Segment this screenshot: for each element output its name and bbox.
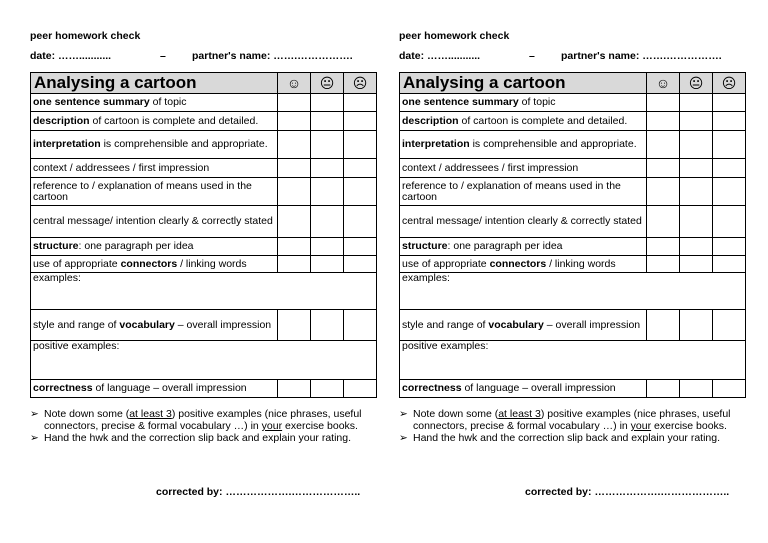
criterion-text: is comprehensible and appropriate. [469,138,637,150]
criterion-row [31,341,377,380]
instructions [30,408,376,444]
corrected-by-field[interactable]: corrected by: ……………….……………….. [156,486,361,498]
criterion-label [31,310,278,341]
rating-cell-ok[interactable] [680,131,713,159]
instruction-emphasis: at least 3 [498,408,541,420]
criterion-text: : one paragraph per idea [78,240,194,252]
criterion-text: of language – overall impression [92,382,247,394]
criterion-row [31,206,377,238]
criterion-row [31,273,377,310]
date-partner-line [30,50,376,62]
criterion-label [31,380,278,398]
criterion-row [400,341,746,380]
rating-cell-poor[interactable] [713,256,746,273]
rating-cell-good[interactable] [278,178,311,206]
frown-face-icon: ☹ [344,73,377,94]
sheet-title: peer homework check [399,30,510,42]
examples-box[interactable] [400,341,746,380]
criterion-text: reference to / explanation of means used in the cartoon [402,179,621,203]
criterion-keyword: connectors [489,257,547,270]
rating-cell-poor[interactable] [344,159,377,178]
partner-name-field[interactable]: partner's name: …….……………. [561,50,722,62]
criterion-text: is comprehensible and appropriate. [100,138,268,150]
examples-box[interactable] [31,273,377,310]
rating-header-row [400,73,746,94]
date-partner-line [399,50,745,62]
criterion-label [31,256,278,273]
instruction-text: Hand the hwk and the correction slip back and explain your rating. [413,432,721,444]
criterion-keyword: correctness [33,382,93,394]
criterion-label [400,206,647,238]
rating-cell-poor[interactable] [344,380,377,398]
rating-cell-good[interactable] [647,310,680,341]
examples-box[interactable] [400,273,746,310]
smile-face-icon: ☺ [647,73,680,94]
criterion-row [31,94,377,112]
criterion-text: / linking words [546,257,616,270]
arrow-bullet-icon: ➢ [399,408,408,420]
rating-cell-good[interactable] [647,178,680,206]
rating-cell-poor[interactable] [344,206,377,238]
criterion-text: of language – overall impression [461,382,616,394]
rating-header-row [31,73,377,94]
criterion-keyword: connectors [120,257,178,270]
rating-cell-good[interactable] [278,310,311,341]
rating-cell-poor[interactable] [344,131,377,159]
examples-label: positive examples: [402,340,489,352]
criterion-keyword: one sentence summary [402,96,519,108]
criterion-text: of cartoon is complete and detailed. [458,114,628,127]
criterion-keyword: vocabulary [119,318,175,331]
rating-cell-ok[interactable] [311,238,344,256]
sheet-title: peer homework check [30,30,141,42]
criterion-text: central message/ intention clearly & correctly stated [402,215,642,227]
instruction-item [30,408,376,432]
instruction-text: Hand the hwk and the correction slip back and explain your rating. [44,432,352,444]
instruction-emphasis: your [630,420,652,432]
criterion-text: of topic [149,96,187,108]
rating-cell-poor[interactable] [713,380,746,398]
examples-label: positive examples: [33,340,120,352]
rating-cell-good[interactable] [647,380,680,398]
criterion-keyword: interpretation [33,138,101,150]
criterion-text: of topic [518,96,556,108]
criterion-text: of cartoon is complete and detailed. [89,114,259,127]
separator-dash: – [160,50,166,62]
rating-cell-ok[interactable] [311,178,344,206]
criterion-text: central message/ intention clearly & correctly stated [33,215,273,227]
criterion-label [31,112,278,131]
criterion-row [31,112,377,131]
criterion-row [400,380,746,398]
rating-cell-ok[interactable] [680,206,713,238]
rating-cell-ok[interactable] [311,131,344,159]
criterion-keyword: structure [33,240,79,252]
examples-label: examples: [33,272,81,284]
criterion-keyword: vocabulary [488,318,544,331]
rating-cell-ok[interactable] [680,178,713,206]
criterion-row [400,94,746,112]
rating-cell-ok[interactable] [680,256,713,273]
arrow-bullet-icon: ➢ [399,432,408,444]
instructions [399,408,745,444]
criterion-label [400,310,647,341]
criterion-row [400,112,746,131]
criterion-row [400,159,746,178]
rating-cell-poor[interactable] [713,178,746,206]
rating-cell-good[interactable] [278,159,311,178]
criterion-label [31,206,278,238]
instruction-emphasis: at least 3 [129,408,172,420]
rating-cell-poor[interactable] [713,206,746,238]
rating-cell-ok[interactable] [311,206,344,238]
smile-face-icon: ☺ [278,73,311,94]
rating-cell-ok[interactable] [680,380,713,398]
examples-label: examples: [402,272,450,284]
criterion-row [400,206,746,238]
rating-table [30,72,377,398]
rating-cell-poor[interactable] [344,94,377,112]
rating-cell-good[interactable] [278,256,311,273]
criterion-text: – overall impression [174,318,272,331]
criterion-keyword: one sentence summary [33,96,150,108]
criterion-text-pre: use of appropriate [402,257,490,270]
criterion-row [400,238,746,256]
rating-cell-ok[interactable] [311,94,344,112]
rating-cell-poor[interactable] [344,310,377,341]
rating-cell-good[interactable] [278,112,311,131]
rating-table [399,72,746,398]
criterion-row [31,380,377,398]
instruction-text: ) positive examples (nice phrases, useful connectors, precise & formal vocabulary …) in [44,408,362,432]
date-field[interactable]: date: ……........... [30,50,112,62]
rating-cell-poor[interactable] [344,178,377,206]
criterion-row [400,256,746,273]
criterion-label [31,238,278,256]
rating-cell-good[interactable] [647,238,680,256]
criterion-row [400,310,746,341]
rating-cell-poor[interactable] [713,159,746,178]
criterion-row [400,131,746,159]
instruction-text: Note down some ( [413,408,499,420]
criterion-row [31,159,377,178]
rating-cell-good[interactable] [647,159,680,178]
rating-cell-good[interactable] [278,94,311,112]
rating-cell-ok[interactable] [680,94,713,112]
neutral-face-icon: 😐 [311,73,344,94]
rating-cell-ok[interactable] [680,159,713,178]
rating-cell-ok[interactable] [680,112,713,131]
arrow-bullet-icon: ➢ [30,432,39,444]
criterion-text-pre: use of appropriate [33,257,121,270]
rating-cell-good[interactable] [278,131,311,159]
criterion-row [400,178,746,206]
criterion-text: context / addressees / first impression [402,161,579,174]
criterion-row [31,131,377,159]
rating-cell-poor[interactable] [713,112,746,131]
rating-cell-good[interactable] [278,380,311,398]
instruction-text: ) positive examples (nice phrases, useful connectors, precise & formal vocabulary …) in [413,408,731,432]
rating-cell-good[interactable] [647,94,680,112]
rating-cell-good[interactable] [647,131,680,159]
criterion-label [400,380,647,398]
criterion-label [31,159,278,178]
criterion-keyword: correctness [402,382,462,394]
corrected-by-field[interactable]: corrected by: ……………….……………….. [525,486,730,498]
criterion-text: : one paragraph per idea [447,240,563,252]
neutral-face-icon: 😐 [680,73,713,94]
rating-cell-good[interactable] [278,238,311,256]
instruction-text: exercise books. [651,420,727,432]
date-field[interactable]: date: ……........... [399,50,481,62]
rating-cell-ok[interactable] [311,112,344,131]
criterion-row [31,238,377,256]
criterion-label [400,131,647,159]
rating-cell-poor[interactable] [713,238,746,256]
rating-cell-poor[interactable] [713,310,746,341]
rating-cell-poor[interactable] [344,112,377,131]
criterion-label [400,112,647,131]
criterion-text-pre: style and range of [33,318,120,331]
criterion-row [31,178,377,206]
criterion-keyword: description [33,114,90,127]
rating-cell-ok[interactable] [311,256,344,273]
frown-face-icon: ☹ [713,73,746,94]
table-heading: Analysing a cartoon [31,73,278,94]
criterion-text: / linking words [177,257,247,270]
criterion-label [400,159,647,178]
rating-cell-good[interactable] [278,206,311,238]
criterion-label [31,94,278,112]
rating-cell-poor[interactable] [344,238,377,256]
criterion-keyword: structure [402,240,448,252]
arrow-bullet-icon: ➢ [30,408,39,420]
instruction-item [399,408,745,432]
table-heading: Analysing a cartoon [400,73,647,94]
separator-dash: – [529,50,535,62]
criterion-label [31,178,278,206]
criterion-label [400,238,647,256]
partner-name-field[interactable]: partner's name: …….……………. [192,50,353,62]
instruction-item [30,432,376,444]
rating-cell-ok[interactable] [680,238,713,256]
rating-cell-good[interactable] [647,256,680,273]
rating-cell-ok[interactable] [311,380,344,398]
rating-cell-ok[interactable] [680,310,713,341]
rating-cell-poor[interactable] [713,131,746,159]
rating-cell-good[interactable] [647,206,680,238]
criterion-label [400,94,647,112]
criterion-row [31,256,377,273]
criterion-label [400,256,647,273]
rating-cell-ok[interactable] [311,159,344,178]
criterion-label [31,131,278,159]
instruction-emphasis: your [261,420,283,432]
instruction-item [399,432,745,444]
criterion-text: reference to / explanation of means used in the cartoon [33,179,252,203]
rating-cell-poor[interactable] [344,256,377,273]
examples-box[interactable] [31,341,377,380]
criterion-text: context / addressees / first impression [33,161,210,174]
criterion-row [31,310,377,341]
criterion-label [400,178,647,206]
criterion-keyword: description [402,114,459,127]
criterion-text: – overall impression [543,318,641,331]
criterion-keyword: interpretation [402,138,470,150]
rating-cell-poor[interactable] [713,94,746,112]
rating-cell-ok[interactable] [311,310,344,341]
instruction-text: Note down some ( [44,408,130,420]
instruction-text: exercise books. [282,420,358,432]
rating-cell-good[interactable] [647,112,680,131]
criterion-row [400,273,746,310]
criterion-text-pre: style and range of [402,318,489,331]
